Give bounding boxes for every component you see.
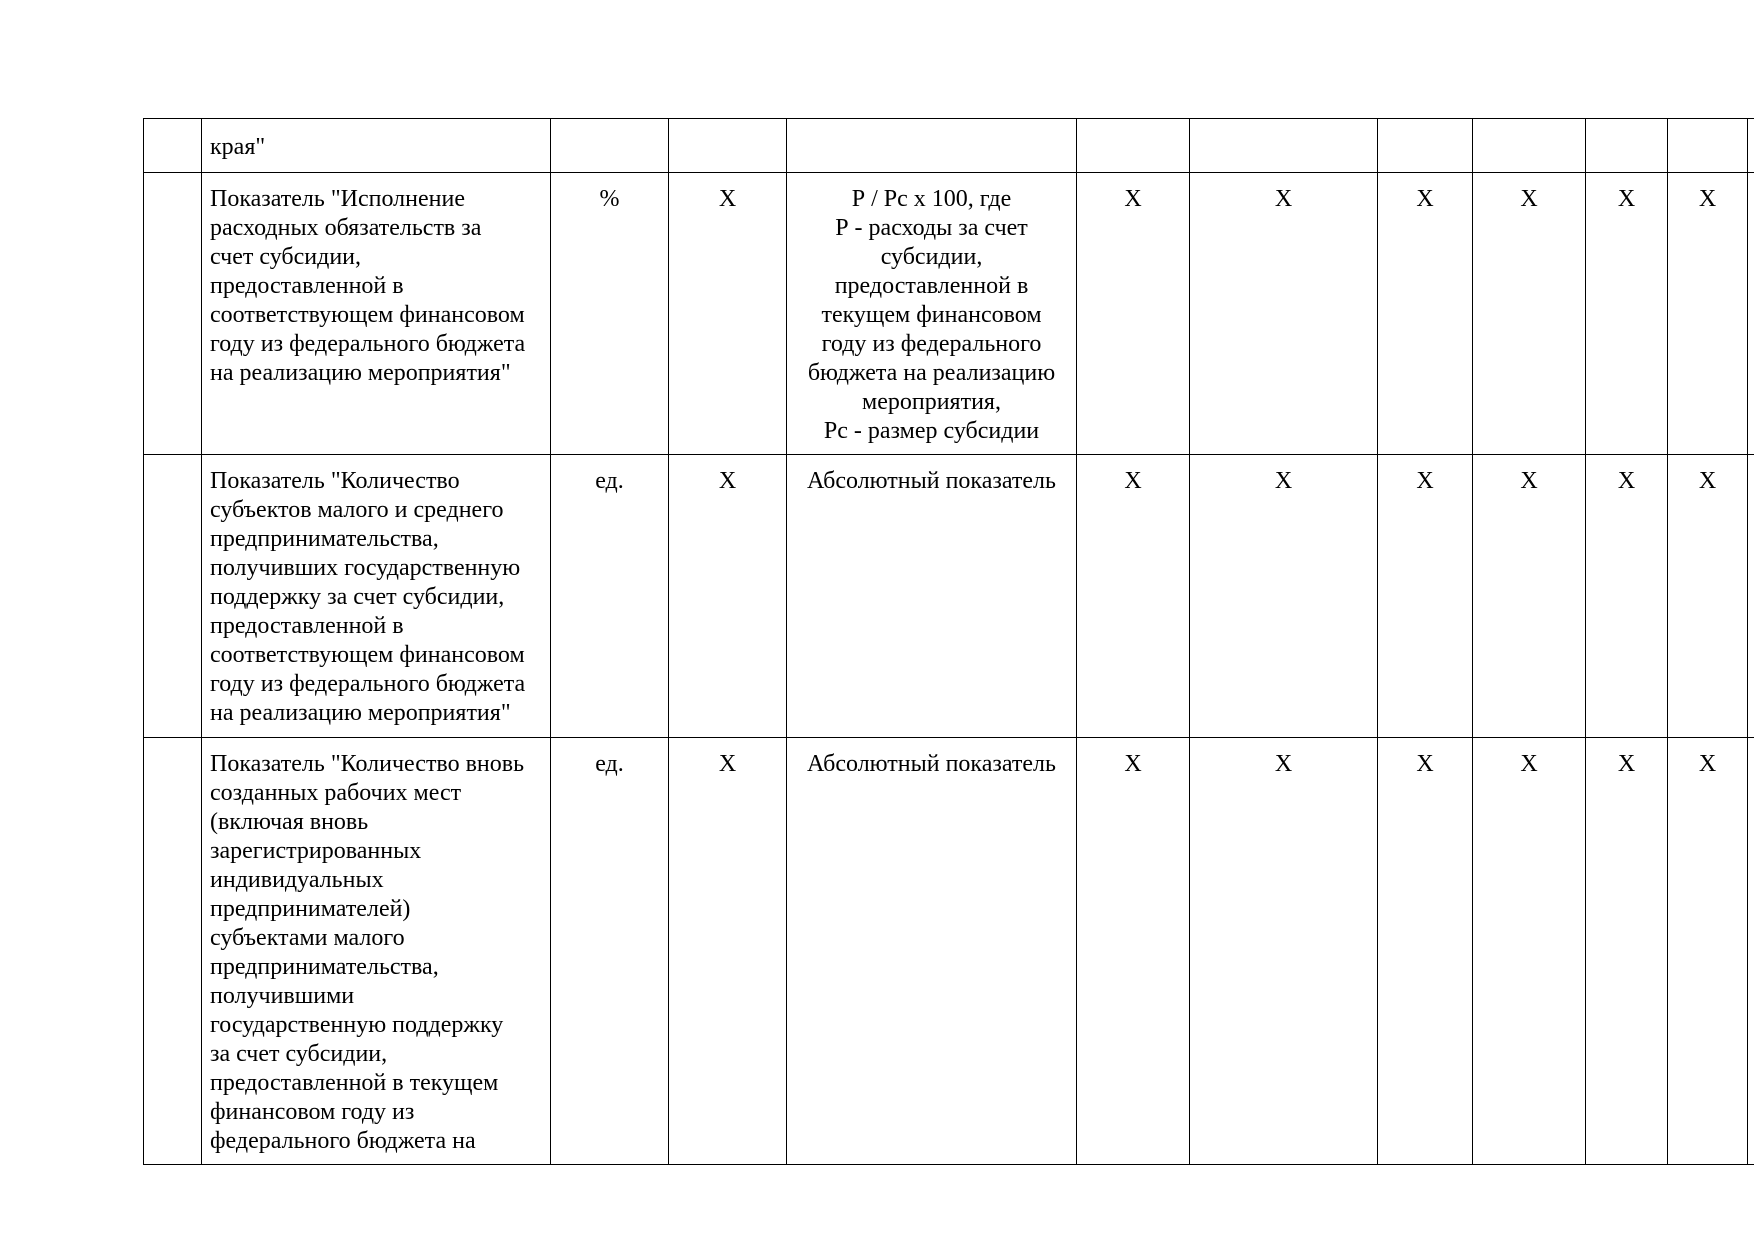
calculation-method-cell (787, 738, 1077, 1165)
calculation-method-line: бюджета на реализацию (807, 360, 1056, 386)
indicator-name-line: зарегистрированных (210, 838, 422, 864)
calculation-method-cell (787, 173, 1077, 455)
value-cell-6: Х (1190, 173, 1378, 455)
value-cell-10: Х (1668, 738, 1748, 1165)
value-cell-10 (1668, 119, 1748, 173)
value-cell-9: Х (1586, 738, 1668, 1165)
indicator-name-line: финансовом году из (210, 1099, 415, 1125)
clipped-column-cell (1748, 119, 1754, 173)
row-number-cell (144, 173, 202, 455)
indicator-name-line: получивших государственную (210, 555, 521, 581)
table-row (144, 173, 1754, 455)
indicator-name-cell (202, 455, 551, 738)
indicator-name-line: на реализацию мероприятия" (210, 700, 511, 726)
value-cell-7: Х (1378, 173, 1473, 455)
value-cell-9: Х (1586, 455, 1668, 738)
indicator-name-line: году из федерального бюджета (210, 331, 526, 357)
indicator-name-line: году из федерального бюджета (210, 671, 526, 697)
indicator-name-line: счет субсидии, (210, 244, 362, 270)
calculation-method-line: предоставленной в (834, 273, 1029, 299)
value-cell-8: Х (1473, 173, 1586, 455)
indicator-name-line: за счет субсидии, (210, 1041, 388, 1067)
indicator-name-line: предпринимателей) (210, 896, 411, 922)
value-cell-3: Х (669, 455, 787, 738)
table-row (144, 455, 1754, 738)
table-row (144, 738, 1754, 1165)
calculation-method-line: субсидии, (880, 244, 983, 270)
value-cell-3 (669, 119, 787, 173)
row-number-cell (144, 455, 202, 738)
indicator-name-line: соответствующем финансовом (210, 302, 525, 328)
indicator-name-cell (202, 173, 551, 455)
clipped-column-cell (1748, 738, 1754, 1165)
indicator-name-line: края" (210, 134, 266, 160)
value-cell-9 (1586, 119, 1668, 173)
indicator-name-line: предпринимательства, (210, 954, 439, 980)
row-number-cell (144, 119, 202, 173)
table-body (144, 119, 1754, 1165)
indicator-name-line: Показатель "Количество вновь (210, 751, 525, 777)
indicator-name-line: расходных обязательств за (210, 215, 482, 241)
indicator-name-cell (202, 738, 551, 1165)
calculation-method-line: Рс - размер субсидии (823, 418, 1040, 444)
indicator-name-line: на реализацию мероприятия" (210, 360, 511, 386)
indicator-name-line: индивидуальных (210, 867, 384, 893)
clipped-column-cell (1748, 455, 1754, 738)
value-cell-8 (1473, 119, 1586, 173)
unit-cell: ед. (551, 738, 669, 1165)
calculation-method-line: мероприятия, (862, 389, 1001, 415)
indicators-table-container (143, 118, 1754, 1165)
value-cell-3: Х (669, 173, 787, 455)
value-cell-9: Х (1586, 173, 1668, 455)
value-cell-10: Х (1668, 173, 1748, 455)
calculation-method-cell (787, 455, 1077, 738)
indicator-name-line: Показатель "Исполнение (210, 186, 465, 212)
unit-cell: ед. (551, 455, 669, 738)
unit-cell: % (551, 173, 669, 455)
value-cell-8: Х (1473, 738, 1586, 1165)
calculation-method-line: Р - расходы за счет (835, 215, 1028, 241)
indicator-name-line: предпринимательства, (210, 526, 439, 552)
indicator-name-line: поддержку за счет субсидии, (210, 584, 505, 610)
indicator-name-cell (202, 119, 551, 173)
clipped-column-cell (1748, 173, 1754, 455)
value-cell-5: Х (1077, 173, 1190, 455)
value-cell-6: Х (1190, 738, 1378, 1165)
value-cell-6 (1190, 119, 1378, 173)
value-cell-7: Х (1378, 738, 1473, 1165)
unit-cell (551, 119, 669, 173)
indicator-name-line: соответствующем финансовом (210, 642, 525, 668)
calculation-method-line: Р / Рс x 100, где (851, 186, 1012, 212)
indicator-name-line: предоставленной в (210, 613, 404, 639)
calculation-method-line: текущем финансовом (821, 302, 1042, 328)
indicator-name-line: созданных рабочих мест (210, 780, 462, 806)
table-row (144, 119, 1754, 173)
value-cell-5: Х (1077, 738, 1190, 1165)
indicator-name-line: предоставленной в (210, 273, 404, 299)
row-number-cell (144, 738, 202, 1165)
value-cell-5: Х (1077, 455, 1190, 738)
calculation-method-cell (787, 119, 1077, 173)
value-cell-8: Х (1473, 455, 1586, 738)
indicator-name-line: (включая вновь (210, 809, 369, 835)
indicator-name-line: предоставленной в текущем (210, 1070, 499, 1096)
value-cell-5 (1077, 119, 1190, 173)
indicators-table (143, 118, 1754, 1165)
indicator-name-line: государственную поддержку (210, 1012, 504, 1038)
value-cell-10: Х (1668, 455, 1748, 738)
indicator-name-line: получившими (210, 983, 355, 1009)
value-cell-6: Х (1190, 455, 1378, 738)
calculation-method-line: году из федерального (821, 331, 1042, 357)
calculation-method-line: Абсолютный показатель (807, 751, 1056, 777)
indicator-name-line: Показатель "Количество (210, 468, 460, 494)
value-cell-3: Х (669, 738, 787, 1165)
indicator-name-line: субъектов малого и среднего (210, 497, 504, 523)
calculation-method-line: Абсолютный показатель (807, 468, 1056, 494)
value-cell-7 (1378, 119, 1473, 173)
value-cell-7: Х (1378, 455, 1473, 738)
indicator-name-line: субъектами малого (210, 925, 405, 951)
indicator-name-line: федерального бюджета на (210, 1128, 476, 1154)
